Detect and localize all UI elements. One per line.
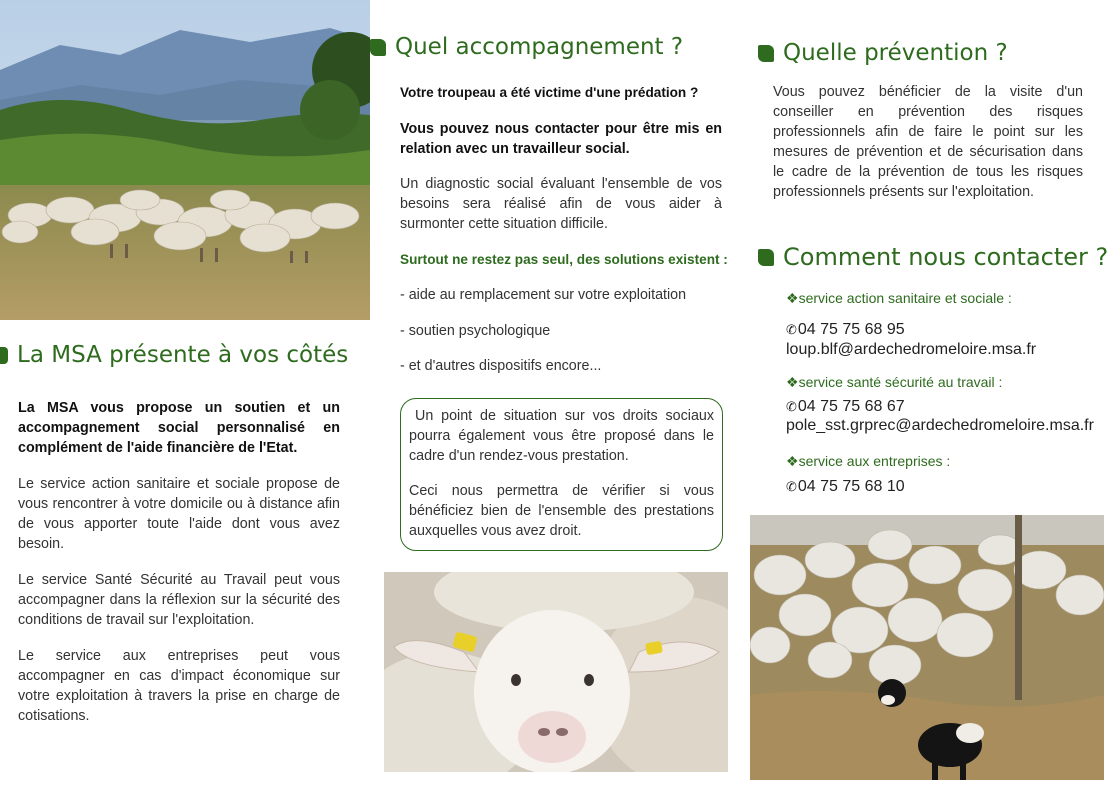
contact-phone-social[interactable]: ✆04 75 75 68 95 [786, 321, 905, 338]
sheep-closeup-photo [384, 572, 728, 772]
social-diagnostic-text: Un diagnostic social évaluant l'ensemble de vos besoins sera réalisé afin de vous aider à surmonter cette situation difficile. [400, 176, 722, 232]
msa-title-text: La MSA présente à vos côtés [17, 342, 349, 368]
predation-question: Votre troupeau a été victime d'une prédation ? [400, 85, 699, 100]
solutions-heading: Surtout ne restez pas seul, des solutions existent : [400, 252, 728, 267]
msa-paragraph-social: Le service action sanitaire et sociale propose de vous rencontrer à votre domicile ou à distance afin de vous apporter toute l'aide dont vous avez besoin. [18, 476, 340, 552]
sheep-meadow-photo [0, 0, 370, 320]
msa-paragraph-safety: Le service Santé Sécurité au Travail peut vous accompagner dans la réflexion sur la sécurité des conditions de travail sur l'exploitation. [18, 572, 340, 628]
prevention-title-text: Quelle prévention ? [783, 40, 1008, 66]
contact-title-text: Comment nous contacter ? [783, 243, 1109, 271]
social-rights-text: Un point de situation sur vos droits sociaux pourra également vous être proposé dans le cadre d'un rendez-vous prestation. [409, 408, 714, 464]
prevention-section-title [758, 38, 1008, 68]
contact-label-social: ❖service action sanitaire et sociale : [786, 290, 1012, 306]
accompaniment-title-text: Quel accompagnement ? [395, 34, 684, 60]
green-square-marker-icon [758, 45, 774, 62]
green-square-marker-icon [758, 249, 774, 266]
contact-label-safety: ❖service santé sécurité au travail : [786, 374, 1003, 390]
benefits-check-text: Ceci nous permettra de vérifier si vous bénéficiez bien de l'ensemble des prestations auxquelles vous avez droit. [409, 483, 714, 539]
solution-item: - et d'autres dispositifs encore... [400, 358, 602, 374]
diamond-bullet-icon: ❖ [786, 290, 799, 306]
contact-social-worker: Vous pouvez nous contacter pour être mis en relation avec un travailleur social. [400, 121, 722, 157]
msa-paragraph-business: Le service aux entreprises peut vous accompagner en cas d'impact économique sur votre exploitation à travers la prise en charge de cotisations. [18, 648, 340, 724]
contact-email-safety[interactable]: pole_sst.grprec@ardechedromeloire.msa.fr [786, 417, 1094, 434]
phone-icon: ✆ [786, 479, 797, 494]
green-square-marker-icon [370, 39, 386, 56]
accompaniment-section-title [370, 32, 683, 62]
msa-section-title [0, 340, 348, 370]
phone-icon: ✆ [786, 322, 797, 337]
contact-label-business: ❖service aux entreprises : [786, 453, 951, 469]
diamond-bullet-icon: ❖ [786, 374, 799, 390]
solution-item: - aide au remplacement sur votre exploitation [400, 287, 687, 303]
contact-email-social[interactable]: loup.blf@ardechedromeloire.msa.fr [786, 341, 1037, 358]
contact-phone-business[interactable]: ✆04 75 75 68 10 [786, 478, 905, 495]
contact-phone-safety[interactable]: ✆04 75 75 68 67 [786, 398, 905, 415]
green-square-marker-icon [0, 347, 8, 364]
contact-section-title [758, 242, 1108, 272]
phone-icon: ✆ [786, 399, 797, 414]
msa-intro: La MSA vous propose un soutien et un accompagnement social personnalisé en complément de l'aide financière de l'Etat. [18, 400, 340, 456]
diamond-bullet-icon: ❖ [786, 453, 799, 469]
social-rights-box [400, 398, 723, 551]
solution-item: - soutien psychologique [400, 323, 551, 339]
sheep-dog-photo [750, 515, 1104, 780]
prevention-text: Vous pouvez bénéficier de la visite d'un conseiller en prévention des risques professionnels afin de faire le point sur les mesures de prévention et de sécurisation dans le cadre de la prévention de tous les risques professionnels présents sur l'exploitation. [773, 84, 1083, 200]
